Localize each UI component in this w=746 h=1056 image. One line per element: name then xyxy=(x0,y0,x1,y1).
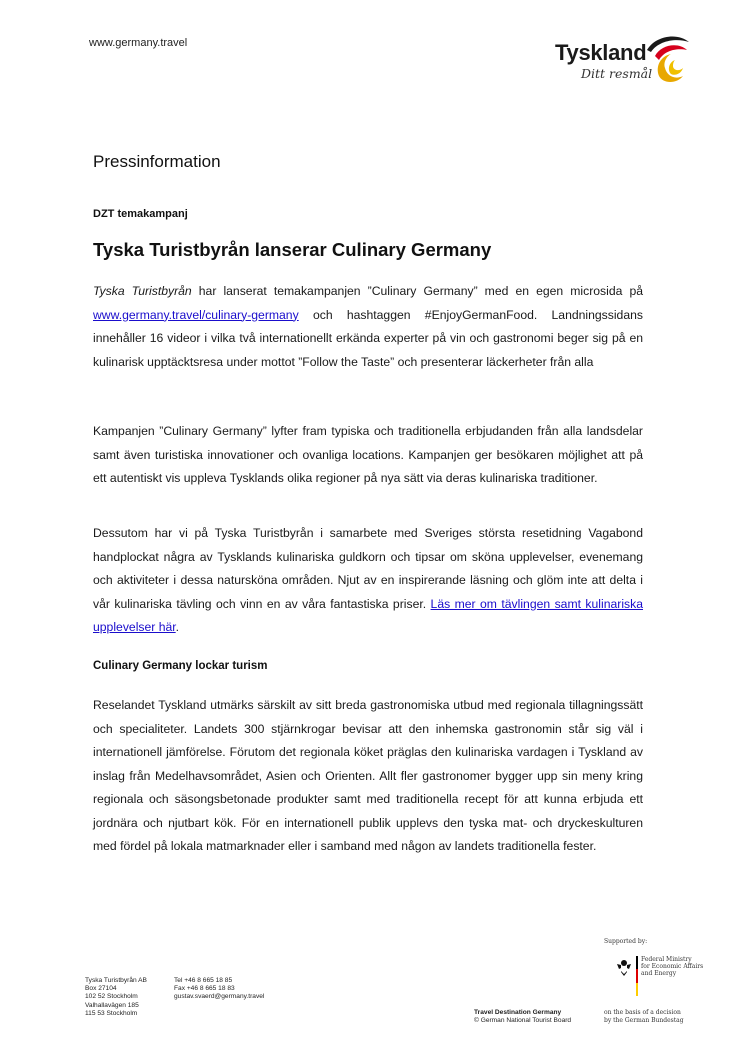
federal-flag-bar xyxy=(636,956,638,996)
logo-name: Tyskland xyxy=(555,40,647,65)
header-url: www.germany.travel xyxy=(89,37,188,49)
bundestag-basis xyxy=(604,1009,684,1024)
italic-lead: Tyska Turistbyrån xyxy=(93,284,192,298)
address-line: Valhallavägen 185 xyxy=(85,1001,139,1009)
paragraph-tourism: Reselandet Tyskland utmärks särskilt av sitt breda gastronomiska utbud med regionala tillagningssätt och specialiteter. Landets 300 stjärnkrogar bevisar att den inhemska gastronomin står sig väl i internationell jämförelse. Förutom det regionala köket präglas den kulinariska vardagen i Tyskland av inslag från Medelhavsområdet, Asien och Orienten. Allt fler gastronomer bygger upp sin meny kring regionala och säsongsbetonade produkter samt med traditionella recept för att kunna erbjuda ett jordnära och njutbart kök. För en internationell publik upplevs den tyska mat- och dryckeskulturen med fördel på lokala matmarknader eller i samband med någon av landets traditionella fester. xyxy=(93,698,643,853)
section-label: Pressinformation xyxy=(93,152,221,171)
tdg-name: Travel Destination Germany xyxy=(474,1009,562,1016)
tdg-sub: © German National Tourist Board xyxy=(474,1017,572,1025)
subheading: Culinary Germany lockar turism xyxy=(93,660,268,672)
address-line: Box 27104 xyxy=(85,985,117,993)
competition-link[interactable]: Läs mer om tävlingen samt kulinariska upplevelser här xyxy=(93,596,643,634)
swirl-logo-icon xyxy=(641,30,693,86)
kicker: DZT temakampanj xyxy=(93,208,188,220)
federal-eagle-icon xyxy=(616,957,632,977)
address-line: Tyska Turistbyrån AB xyxy=(85,977,147,984)
paragraph-campaign: Kampanjen ”Culinary Germany” lyfter fram typiska och traditionella erbjudanden från alla landsdelar samt även turistiska innovationer och ovanliga locations. Kampanjen ger besökaren möjlighet att på ett autentiskt vis uppleva Tysklands olika regioner på nya sätt via deras kulinariska traditioner. xyxy=(93,424,643,485)
basis-line: by the German Bundestag xyxy=(604,1016,684,1024)
ministry-name xyxy=(641,956,703,977)
logo-tagline: Ditt resmål xyxy=(581,66,653,81)
vagabond-tail: . xyxy=(175,620,180,634)
paragraph-vagabond xyxy=(93,522,643,640)
contact-fax: Fax +46 8 665 18 83 xyxy=(174,985,235,993)
contact-email[interactable]: gustav.svaerd@germany.travel xyxy=(174,993,265,1001)
address-line: 102 52 Stockholm xyxy=(85,993,138,1001)
supported-by: Supported by: xyxy=(604,938,648,945)
culinary-germany-link[interactable]: www.germany.travel/culinary-germany xyxy=(93,307,299,322)
paragraph-intro xyxy=(93,280,643,374)
contact-phone: Tel +46 8 665 18 85 xyxy=(174,977,233,984)
headline: Tyska Turistbyrån lanserar Culinary Germany xyxy=(93,239,492,260)
vagabond-text: Dessutom har vi på Tyska Turistbyrån i samarbete med Sveriges största resetidning Vagabond handplockat några av Tysklands kulinariska guldkorn och tipsar om sköna upplevelser, evenemang och aktiviteter i dessa natursköna områden. Njut av en inspirerande läsning och glöm inte att delta i vår kulinariska tävling och vinn en av våra fantastiska priser. xyxy=(93,526,643,611)
footer-address xyxy=(85,977,147,1018)
intro-text-a: har lanserat temakampanjen ”Culinary Germany” med en egen microsida på xyxy=(191,284,643,298)
footer-contact xyxy=(174,977,264,1002)
basis-line: on the basis of a decision xyxy=(604,1009,681,1016)
ministry-line: and Energy xyxy=(641,970,677,977)
ministry-line: for Economic Affairs xyxy=(641,963,704,970)
intro-text-b: och hashtaggen #EnjoyGermanFood. Landningssidans innehåller 16 videor i vilka två internationellt erkända experter på vin och gastronomi beger sig på en kulinarisk upptäcktsresa under mottot ”Follow the Taste” och presenterar läckerheter från alla xyxy=(93,307,643,369)
address-line: 115 53 Stockholm xyxy=(85,1009,138,1017)
tdg-block xyxy=(474,1009,571,1025)
tyskland-logo xyxy=(545,28,695,90)
ministry-line: Federal Ministry xyxy=(641,956,692,963)
